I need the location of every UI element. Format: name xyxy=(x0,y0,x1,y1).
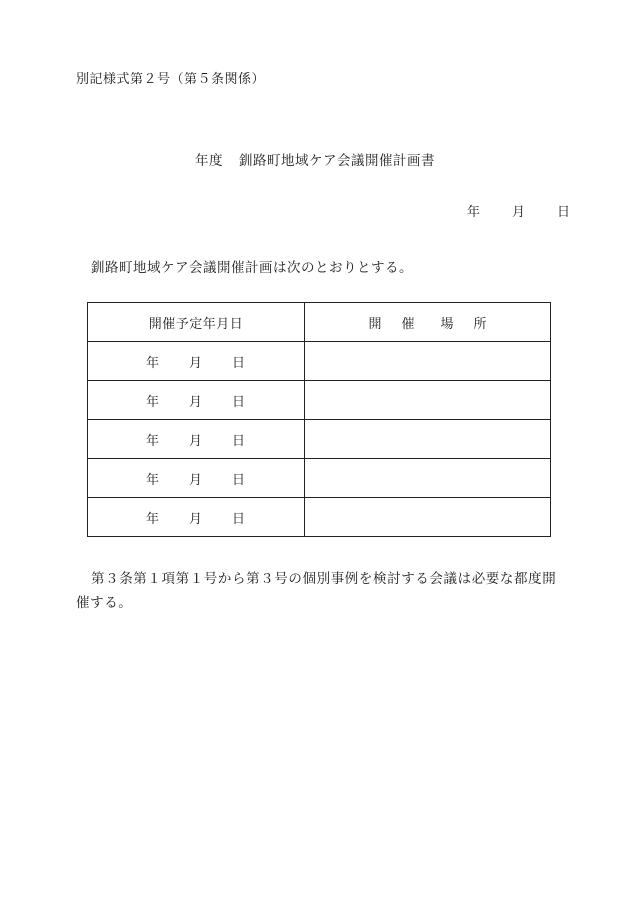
place-cell[interactable] xyxy=(305,381,551,420)
date-cell xyxy=(88,381,305,420)
month-unit: 月 xyxy=(189,433,203,449)
year-unit: 年 xyxy=(146,355,160,371)
date-cell xyxy=(88,459,305,498)
table-row xyxy=(88,381,551,420)
table-row xyxy=(88,342,551,381)
document-title xyxy=(0,149,630,169)
date-cell xyxy=(88,342,305,381)
table-row xyxy=(88,498,551,537)
day-unit: 日 xyxy=(232,394,246,410)
year-unit: 年 xyxy=(146,433,160,449)
date-day-unit: 日 xyxy=(556,205,570,220)
year-unit: 年 xyxy=(146,472,160,488)
date-year-unit: 年 xyxy=(466,205,480,220)
table-row xyxy=(88,459,551,498)
place-cell[interactable] xyxy=(305,342,551,381)
year-unit: 年 xyxy=(146,511,160,527)
place-cell[interactable] xyxy=(305,498,551,537)
header-place-char: 所 xyxy=(473,316,487,332)
month-unit: 月 xyxy=(189,472,203,488)
month-unit: 月 xyxy=(189,394,203,410)
day-unit: 日 xyxy=(232,355,246,371)
title-text: 釧路町地域ケア会議開催計画書 xyxy=(239,153,435,169)
day-unit: 日 xyxy=(232,472,246,488)
date-cell xyxy=(88,498,305,537)
table-header-row xyxy=(88,303,551,342)
form-number: 別記様式第２号（第５条関係） xyxy=(76,72,266,87)
intro-text: 釧路町地域ケア会議開催計画は次のとおりとする。 xyxy=(91,260,413,276)
day-unit: 日 xyxy=(232,511,246,527)
date-cell xyxy=(88,420,305,459)
month-unit: 月 xyxy=(189,511,203,527)
schedule-table xyxy=(87,302,551,537)
document-date xyxy=(467,201,570,220)
year-unit: 年 xyxy=(146,394,160,410)
place-cell[interactable] xyxy=(305,459,551,498)
header-place xyxy=(305,303,551,342)
header-date: 開催予定年月日 xyxy=(88,303,305,342)
header-place-char: 開 xyxy=(368,316,382,332)
day-unit: 日 xyxy=(232,433,246,449)
table-row xyxy=(88,420,551,459)
closing-text: 第３条第１項第１号から第３号の個別事例を検討する会議は必要な都度開催する。 xyxy=(76,571,557,611)
date-month-unit: 月 xyxy=(511,205,525,220)
title-year-unit: 年度 xyxy=(195,153,223,169)
month-unit: 月 xyxy=(189,355,203,371)
place-cell[interactable] xyxy=(305,420,551,459)
header-place-char: 場 xyxy=(440,316,454,332)
header-place-char: 催 xyxy=(401,316,415,332)
